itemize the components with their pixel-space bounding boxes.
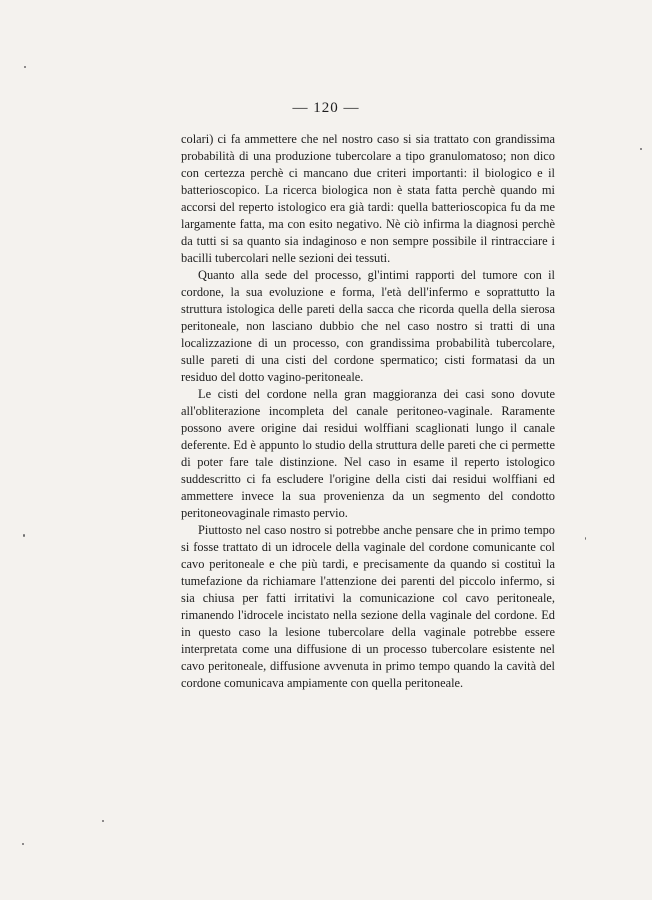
scan-speck xyxy=(640,148,642,150)
body-text xyxy=(181,131,555,692)
scan-speck xyxy=(102,820,104,822)
page-number: — 120 — xyxy=(292,100,360,116)
paragraph-3: Le cisti del cordone nella gran maggioranza dei casi sono dovute all'obliterazione incompleta del canale peritoneo-vaginale. Raramente possono avere origine dai residui wolffiani scaglionati lungo il canale deferente. Ed è appunto lo studio della struttura delle pareti che ci permette di poter fare tale distinzione. Nel caso in esame il reperto istologico suddescritto ci fa escludere l'origine della cisti dai residui wolffiani ed ammettere invece la sua provenienza da un segmento del condotto peritoneovaginale rimasto pervio. xyxy=(181,387,555,520)
scan-speck xyxy=(23,534,25,537)
scan-speck xyxy=(24,66,26,68)
scan-speck xyxy=(585,537,586,540)
paragraph-4: Piuttosto nel caso nostro si potrebbe anche pensare che in primo tempo si fosse trattato di un idrocele della vaginale del cordone comunicante col cavo peritoneale e che più tardi, e precisamente da quando si costituì la tumefazione da richiamare l'attenzione dei parenti del piccolo infermo, si sia chiusa per fatti irritativi la comunicazione col cavo peritoneale, rimanendo l'idrocele incistato nella sezione della vaginale del cordone. Ed in questo caso la lesione tubercolare della vaginale potrebbe essere interpretata come una diffusione di un processo tubercolare esistente nel cavo peritoneale, diffusione avvenuta in primo tempo quando la cavità del cordone comunicava ampiamente con quella peritoneale. xyxy=(181,523,555,690)
paragraph-1: colari) ci fa ammettere che nel nostro caso si sia trattato con grandissima probabilità di una produzione tubercolare a tipo granulomatoso; non dico con certezza perchè ci mancano due criteri importanti: il biologico e il batterioscopico. La ricerca biologica non è stata fatta perchè quando mi accorsi del reperto istologico era già tardi: quella batterioscopica fu da me largamente fatta, ma con esito negativo. Nè ciò infirma la diagnosi perchè da tutti si sa quanto sia indaginoso e non sempre possibile il rintracciare i bacilli tubercolari nelle sezioni dei tessuti. xyxy=(181,132,555,265)
scan-speck xyxy=(22,843,24,845)
paragraph-2: Quanto alla sede del processo, gl'intimi rapporti del tumore con il cordone, la sua evoluzione e forma, l'età dell'infermo e soprattutto la struttura istologica delle pareti della sacca che ricorda quella della sierosa peritoneale, non lasciano dubbio che nel caso nostro si tratti di una localizzazione di un processo, con grandissima probabilità tubercolare, sulle pareti di una cisti del cordone spermatico; cisti formatasi da un residuo del dotto vagino-peritoneale. xyxy=(181,268,555,384)
